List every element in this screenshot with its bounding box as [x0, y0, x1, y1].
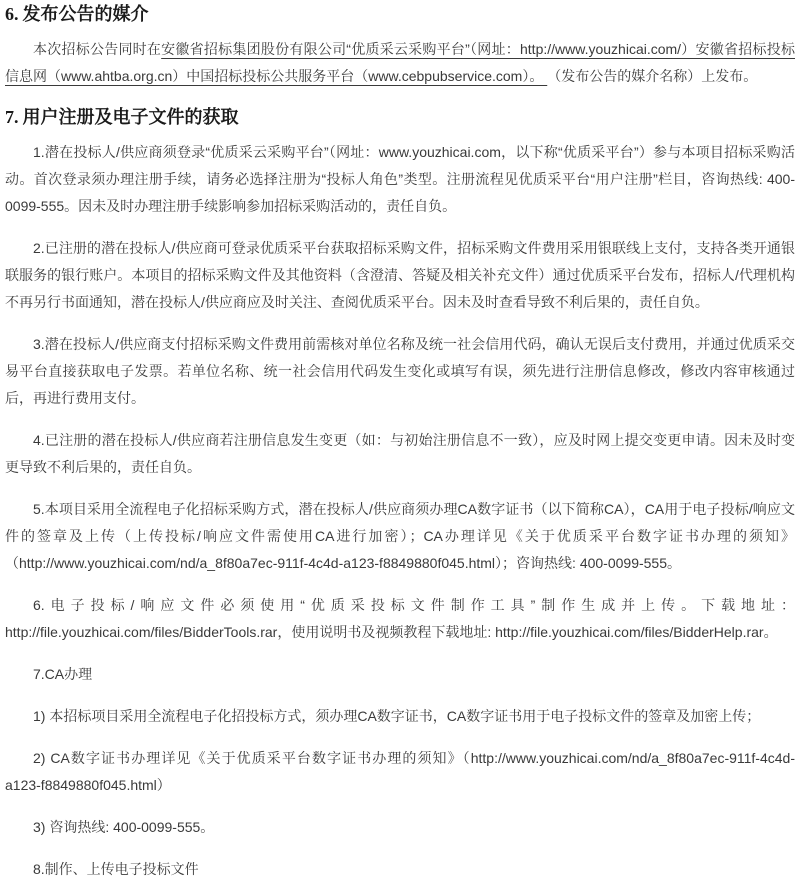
text-run: 6.电子投标/响应文件必须使用“优质采投标文件制作工具”制作生成并上传。下载地址：http://file.youzhicai.com/files/BidderTools.rar，使用说明书及视频教程下载地址: http://file.youzhicai.com/files/BidderHelp.rar。	[5, 597, 795, 640]
text-run: （发布公告的媒介名称）上发布。	[547, 68, 758, 84]
text-run: 3) 咨询热线: 400-0099-555。	[33, 819, 215, 835]
text-run: 本次招标公告同时在	[33, 41, 162, 57]
heading-title: 用户注册及电子文件的获取	[22, 107, 239, 127]
section-7-item-8	[5, 856, 795, 883]
heading-number: 7.	[5, 107, 19, 127]
section-7-item-6	[5, 592, 795, 646]
heading-title: 发布公告的媒介	[22, 4, 149, 24]
text-run: 2.已注册的潜在投标人/供应商可登录优质采平台获取招标采购文件，招标采购文件费用采用银联线上支付，支持各类开通银联服务的银行账户。本项目的招标采购文件及其他资料（含澄清、答疑及相关补充文件）通过优质采平台发布，招标人/代理机构不再另行书面通知，潜在投标人/供应商应及时关注、查阅优质采平台。因未及时查看导致不利后果的，责任自负。	[5, 240, 795, 310]
section-7-item-7	[5, 661, 795, 688]
section-6-heading	[5, 2, 795, 26]
section-7-item-3	[5, 331, 795, 412]
section-7-item-7-sub-1	[5, 703, 795, 730]
section-7-heading	[5, 105, 795, 129]
section-7-item-7-sub-2	[5, 745, 795, 799]
text-run: 5.本项目采用全流程电子化招标采购方式，潜在投标人/供应商须办理CA数字证书（以下简称CA），CA用于电子投标/响应文件的签章及上传（上传投标/响应文件需使用CA进行加密）；CA办理详见《关于优质采平台数字证书办理的须知》（http://www.youzhicai.com/nd/a_8f80a7ec-911f-4c4d-a123-f8849880f045.html）；咨询热线: 400-0099-555。	[5, 501, 795, 571]
section-7-item-1	[5, 139, 795, 220]
underlined-text-run: 安徽省招标集团股份有限公司“优质采云采购平台”（网址：http://www.youzhicai.com/）安徽省招标投标信息网（www.ahtba.org.cn）中国招标投标公共服务平台（www.cebpubservice.com）。	[5, 41, 795, 84]
text-run: 4.已注册的潜在投标人/供应商若注册信息发生变更（如：与初始注册信息不一致），应及时网上提交变更申请。因未及时变更导致不利后果的，责任自负。	[5, 432, 795, 475]
text-run: 8.制作、上传电子投标文件	[33, 861, 199, 877]
section-7-item-5	[5, 496, 795, 577]
text-run: 2) CA数字证书办理详见《关于优质采平台数字证书办理的须知》（http://www.youzhicai.com/nd/a_8f80a7ec-911f-4c4d-a123-f8849880f045.html）	[5, 750, 795, 793]
section-7-item-7-sub-3	[5, 814, 795, 841]
heading-number: 6.	[5, 4, 19, 24]
text-run: 7.CA办理	[33, 666, 93, 682]
text-run: 1.潜在投标人/供应商须登录“优质采云采购平台”（网址：www.youzhicai.com，以下称“优质采平台”）参与本项目招标采购活动。首次登录须办理注册手续，请务必选择注册为“投标人角色”类型。注册流程见优质采平台“用户注册”栏目，咨询热线: 400-0099-555。因未及时办理注册手续影响参加招标采购活动的，责任自负。	[5, 144, 795, 214]
section-7-item-4	[5, 427, 795, 481]
section-7-item-2	[5, 235, 795, 316]
text-run: 1) 本招标项目采用全流程电子化招投标方式，须办理CA数字证书，CA数字证书用于电子投标文件的签章及加密上传；	[33, 708, 761, 724]
text-run: 3.潜在投标人/供应商支付招标采购文件费用前需核对单位名称及统一社会信用代码，确认无误后支付费用，并通过优质采交易平台直接获取电子发票。若单位名称、统一社会信用代码发生变化或填写有误，须先进行注册信息修改，修改内容审核通过后，再进行费用支付。	[5, 336, 795, 406]
section-6-paragraph	[5, 36, 795, 90]
